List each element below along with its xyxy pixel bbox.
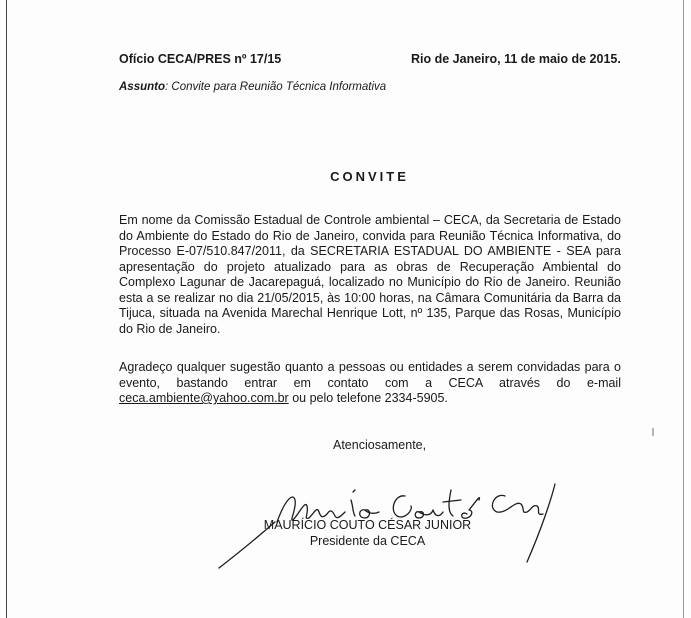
email-link[interactable]: ceca.ambiente@yahoo.com.br bbox=[119, 391, 289, 405]
signer-role: Presidente da CECA bbox=[309, 534, 426, 548]
closing-salutation: Atenciosamente, bbox=[333, 438, 427, 452]
subject-label: Assunto bbox=[119, 81, 165, 93]
paragraph2-text-end: ou pelo telefone 2334-5905. bbox=[288, 391, 448, 405]
subject-line bbox=[119, 81, 386, 93]
subject-text: : Convite para Reunião Técnica Informativa bbox=[165, 81, 387, 93]
document-reference: Ofício CECA/PRES nº 17/15 bbox=[119, 52, 282, 66]
scan-mark bbox=[652, 428, 654, 436]
document-title: CONVITE bbox=[330, 169, 409, 184]
place-date: Rio de Janeiro, 11 de maio de 2015. bbox=[411, 52, 621, 66]
body-paragraph-1: Em nome da Comissão Estadual de Controle ambiental – CECA, da Secretaria de Estado do Ambiente do Estado do Rio de Janeiro, convida para Reunião Técnica Informativa, do Processo E-07/510.847/2011, da SECRETARIA ESTADUAL DO AMBIENTE - SEA para apresentação do projeto atualizado para as obras de Recuperação Ambiental do Complexo Lagunar de Jacarepaguá, localizado no Município do Rio de Janeiro. Reunião esta a se realizar no dia 21/05/2015, às 10:00 horas, na Câmara Comunitária da Barra da Tijuca, situada na Avenida Marechal Henrique Lott, nº 135, Parque das Rosas, Município do Rio de Janeiro. bbox=[119, 213, 621, 336]
paragraph2-text-start: Agradeço qualquer sugestão quanto a pessoas ou entidades a serem convidadas para o evento, bastando entrar em contato com a CECA através do e-mail bbox=[119, 360, 621, 390]
signer-name: MAURÍCIO COUTO CÉSAR JUNIOR bbox=[263, 518, 472, 532]
signer-block bbox=[0, 517, 691, 549]
body-paragraph-2 bbox=[119, 360, 621, 407]
